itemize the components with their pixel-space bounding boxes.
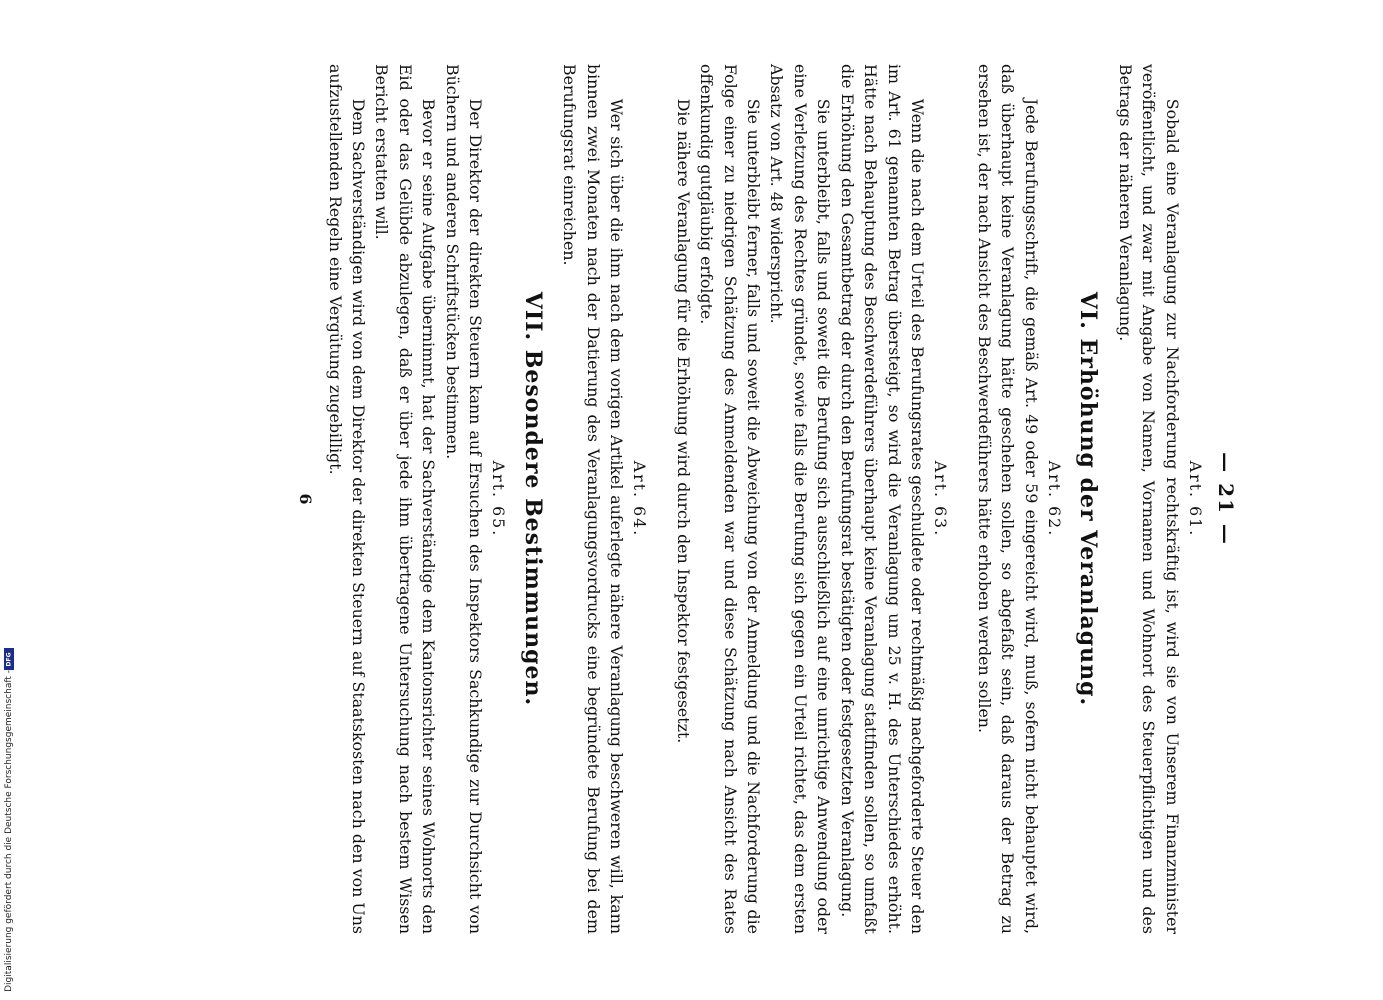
section-7-title: VII. Besondere Bestimmungen. [519, 291, 546, 707]
article-65-paragraph: Bevor er seine Aufgabe übernimmt, hat der Sachverständige dem Kantonsrichter seines Wohnorts den Eid oder das Gelübde abzulegen, daß er über jede ihm übertragene Untersuchung nach bestem Wissen Bericht erstatten will. [372, 64, 439, 934]
article-62-heading: Art. 62. [1044, 460, 1064, 538]
page-number-header: — 21 — [1214, 452, 1238, 546]
dfg-credit-text: Digitalisierung gefördert durch die Deutsche Forschungsgemeinschaft - [4, 670, 14, 992]
article-63-paragraph: Wenn die nach dem Urteil des Berufungsrates geschuldete oder rechtmäßig nachgeforderte Steuer den im Art. 61 genannten Betrag übersteigt, so wird die Veranlagung um 25 v. H. des Unterschiedes erhöht. Hätte nach Behauptung des Beschwerdeführers überhaupt keine Veranlagung stattfinden sollen, so umfaßt die Erhöhung den Gesamtbetrag der durch den Berufungsrat bestätigten oder festgesetzten Veranlagung. [837, 64, 927, 934]
article-62-text: Jede Berufungsschrift, die gemäß Art. 49 oder 59 eingereicht wird, muß, sofern nicht behauptet wird, daß überhaupt keine Veranlagung hätte geschehen sollen, so abgefaßt sein, daß daraus der Betrag zu ersehen ist, der nach Ansicht des Beschwerdeführers hätte erhoben werden sollen. [974, 64, 1041, 934]
article-65-heading: Art. 65. [489, 460, 509, 538]
article-65-paragraph: Der Direktor der direkten Steuern kann auf Ersuchen des Inspektors Sachkundige zur Durchsicht von Büchern und anderen Schriftstücken bestimmen. [442, 64, 486, 934]
digitization-footer [4, 644, 14, 992]
article-63-paragraph: Die nähere Veranlagung für die Erhöhung wird durch den Inspektor festgesetzt. [673, 98, 693, 744]
dfg-logo-text: DFG [5, 652, 13, 667]
article-61-heading: Art. 61. [1186, 460, 1205, 538]
article-63-paragraph: Sie unterbleibt ferner, falls und soweit die Abweichung von der Anmeldung und die Nachforderung die Folge einer zu niedrigen Schätzung des Anmeldenden war und diese Schätzung nach Ansicht des Rates offenkundig gutgläubig erfolgte. [697, 64, 764, 934]
signature-mark: 6 [296, 493, 316, 505]
dfg-logo [4, 648, 14, 670]
article-64-text: Wer sich über die ihm nach dem vorigen Artikel auferlegte nähere Veranlagung beschweren will, kann binnen zwei Monaten nach der Datierung des Veranlagungsvordrucks eine begründete Berufung bei dem Berufungsrat einreichen. [560, 64, 627, 934]
article-61-text: Sobald eine Veranlagung zur Nachforderung rechtskräftig ist, wird sie von Unserem Finanzminister veröffentlicht, und zwar mit Angabe von Namen, Vornamen und Wohnort des Steuerpflichtigen und des Betrags der näheren Veranlagung. [1115, 64, 1182, 934]
article-63-paragraph: Sie unterbleibt, falls und soweit die Berufung sich ausschließlich auf eine unrichtige Anwendung oder eine Verletzung des Rechtes gründet, sowie falls die Berufung sich gegen ein Urteil richtet, das dem ersten Absatz von Art. 48 widerspricht. [767, 64, 834, 934]
article-63-heading: Art. 63. [931, 460, 951, 538]
section-6-title: VI. Erhöhung der Veranlagung. [1075, 291, 1102, 707]
article-64-heading: Art. 64. [630, 460, 650, 538]
article-65-paragraph: Dem Sachverständigen wird von dem Direktor der direkten Steuern auf Staatskosten nach den von Uns aufzustellenden Regeln eine Vergütung zugebilligt. [325, 64, 368, 934]
document-page [155, 24, 1245, 974]
